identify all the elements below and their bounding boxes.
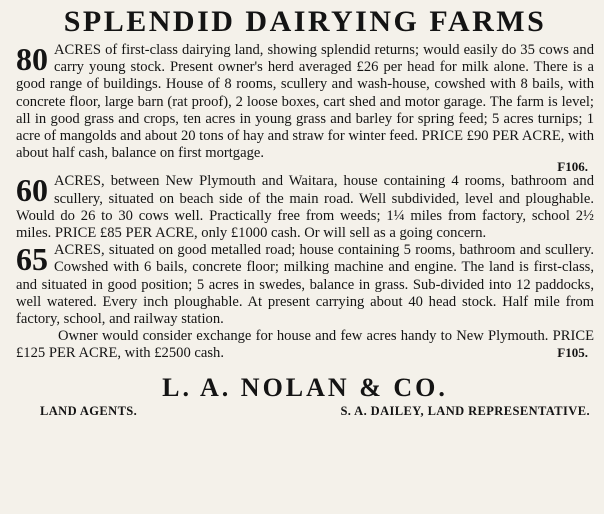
reference-number: F105. [557, 345, 588, 361]
listing-text: ACRES of first-class dairying land, showing splendid returns; would easily do 35 cows and carry young stock. Present owner's herd averaged £26 per head for milk alone. There is a good range of buildings. House of 8 rooms, scullery and wash-house, cowshed with 8 bails, with concrete floor, large barn (rat proof), 2 loose boxes, cart shed and motor garage. The farm is level; all in good grass and crops, ten acres in young grass and barley for spring feed; 5 acres turnips; 1 acre of mangolds and about 20 tons of hay and straw for winter feed. PRICE £90 PER ACRE, with about half cash, balance on first mortgage. [16, 42, 594, 162]
listing-65-acres [16, 242, 594, 328]
listing-text: ACRES, between New Plymouth and Waitara, house containing 4 rooms, bathroom and scullery, situated on beach side of the main road. Well subdivided, level and ploughable. Would do 26 to 30 cows well. Practically free from weeds; 1¼ miles from factory, school 2½ miles. PRICE £85 PER ACRE, only £1000 cash. Or will sell as a going concern. [16, 173, 594, 242]
reference-number: F106. [557, 159, 588, 175]
footer-left: LAND AGENTS. [40, 403, 138, 418]
closing-paragraph [16, 328, 594, 362]
headline: SPLENDID DAIRYING FARMS [63, 5, 547, 38]
acres-number: 80 [16, 41, 48, 77]
closing-text: Owner would consider exchange for house and few acres handy to New Plymouth. PRICE £125 PER ACRE, with £2500 cash. [16, 328, 594, 362]
firm-name: L. A. NOLAN & CO. [162, 372, 448, 402]
acres-number: 60 [16, 172, 48, 209]
listing-60-acres [16, 173, 594, 242]
acres-number: 65 [16, 241, 48, 278]
footer [16, 404, 594, 419]
footer-right: S. A. DAILEY, LAND REPRESENTATIVE. [340, 403, 590, 418]
listing-text: ACRES, situated on good metalled road; house containing 5 rooms, bathroom and scullery. Cowshed with 6 bails, concrete floor; milking machine and engine. The land is first-class, and situated in good position; 5 acres in swedes, balance in grass. Sub-divided into 12 paddocks, well watered. Every inch ploughable. At present carrying about 40 head stock. Half mile from factory, school, and railway station. [16, 242, 594, 328]
listing-80-acres [16, 42, 594, 173]
